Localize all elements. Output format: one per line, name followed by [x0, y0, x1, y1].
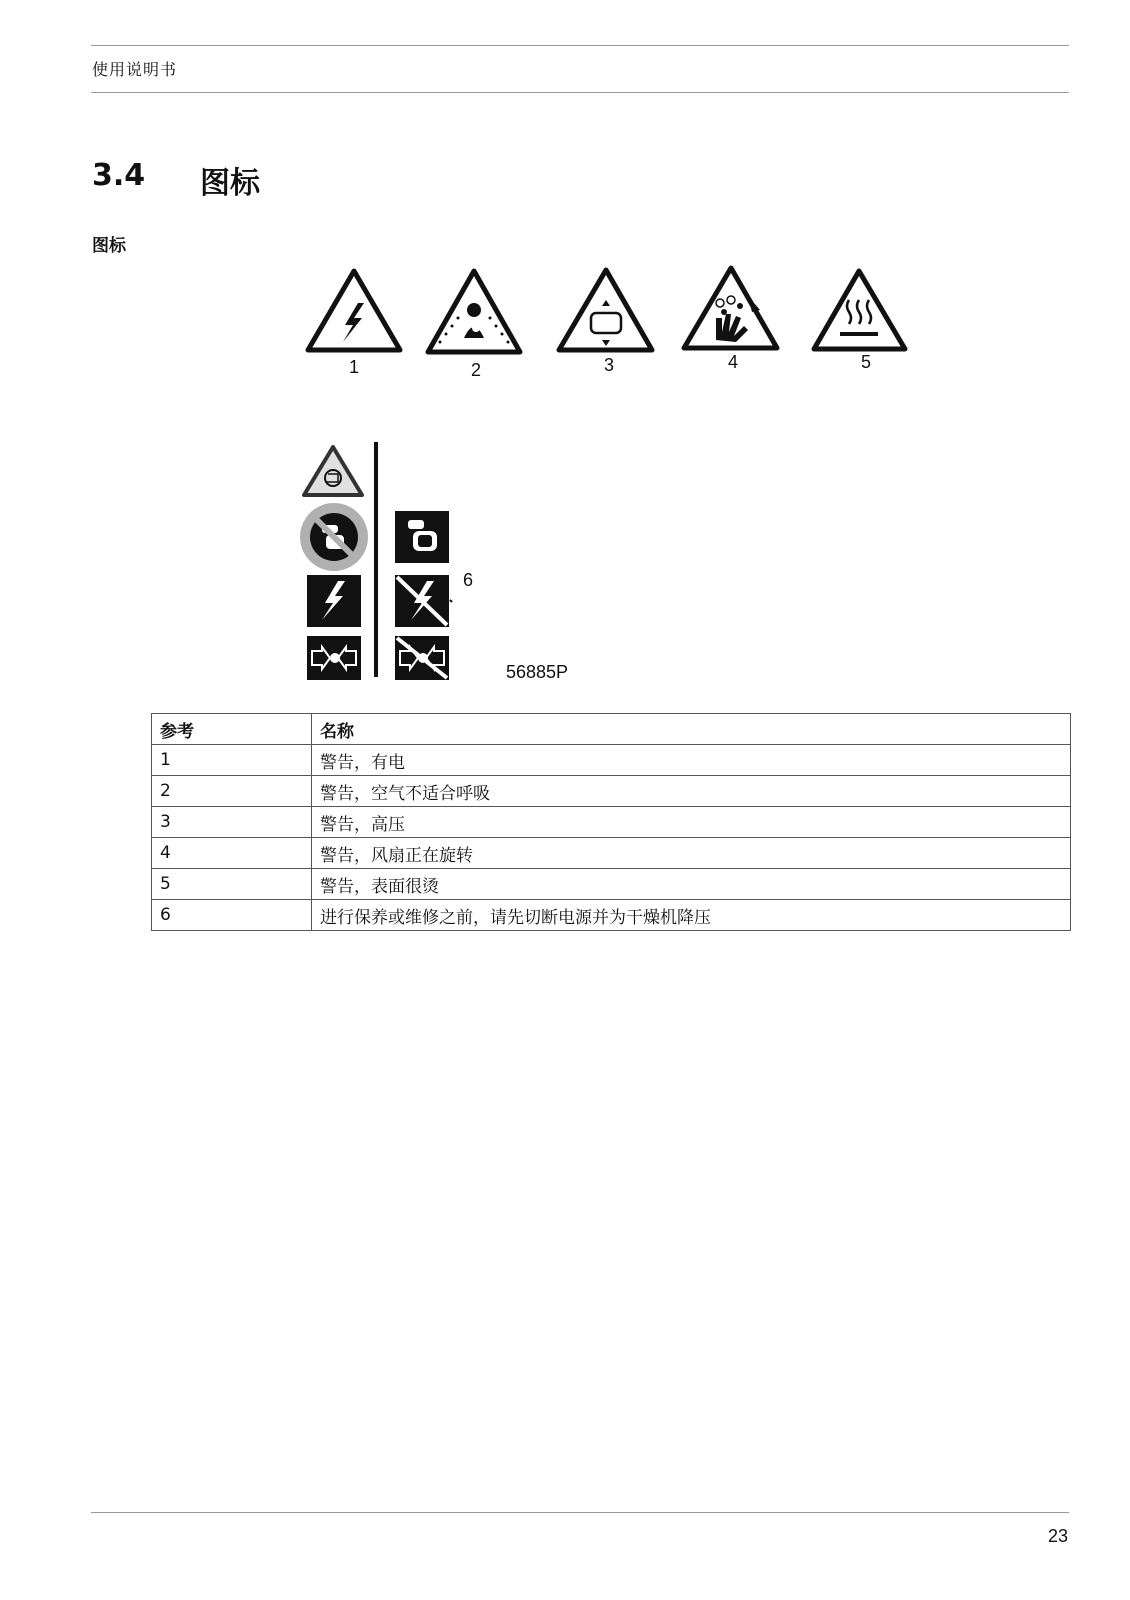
table-header-row: [152, 714, 1071, 745]
reference-cell: 6: [152, 900, 312, 931]
name-cell: 警告，高压: [312, 807, 1071, 838]
symbols-figure: [0, 0, 1130, 700]
reference-cell: 5: [152, 869, 312, 900]
section-number: 3.4: [92, 158, 146, 193]
reference-cell: 1: [152, 745, 312, 776]
subheading: 图标: [92, 236, 126, 256]
symbol-group-callout: 6: [463, 570, 474, 590]
table-row: [152, 869, 1071, 900]
icon-number-5: 5: [861, 352, 872, 372]
header-title: 使用说明书: [92, 60, 178, 79]
table-row: [152, 745, 1071, 776]
unbreathable-air-warning-icon: [428, 271, 520, 352]
high-pressure-warning-icon: [559, 270, 652, 350]
icon-number-4: 4: [728, 352, 739, 372]
symbols-table: [151, 713, 1071, 931]
electric-shock-warning-icon: [308, 271, 400, 350]
rotating-fan-warning-icon: [684, 268, 777, 348]
table-row: [152, 838, 1071, 869]
table-row: [152, 900, 1071, 931]
column-header-reference: 参考: [152, 714, 312, 745]
table-row: [152, 807, 1071, 838]
name-cell: 警告，空气不适合呼吸: [312, 776, 1071, 807]
page-number: 23: [1048, 1526, 1069, 1546]
name-cell: 警告，表面很烫: [312, 869, 1071, 900]
maintenance-symbols-group: [300, 442, 452, 680]
name-cell: 进行保养或维修之前，请先切断电源并为干燥机降压: [312, 900, 1071, 931]
footer-rule: [91, 1512, 1069, 1513]
reference-cell: 4: [152, 838, 312, 869]
reference-cell: 2: [152, 776, 312, 807]
icon-number-3: 3: [604, 355, 615, 375]
name-cell: 警告，有电: [312, 745, 1071, 776]
reference-cell: 3: [152, 807, 312, 838]
icon-number-2: 2: [471, 360, 482, 380]
name-cell: 警告，风扇正在旋转: [312, 838, 1071, 869]
section-title: 图标: [200, 166, 260, 201]
table-row: [152, 776, 1071, 807]
figure-reference: 56885P: [506, 662, 569, 682]
icon-number-1: 1: [349, 357, 360, 377]
hot-surface-warning-icon: [814, 271, 905, 349]
column-header-name: 名称: [312, 714, 1071, 745]
